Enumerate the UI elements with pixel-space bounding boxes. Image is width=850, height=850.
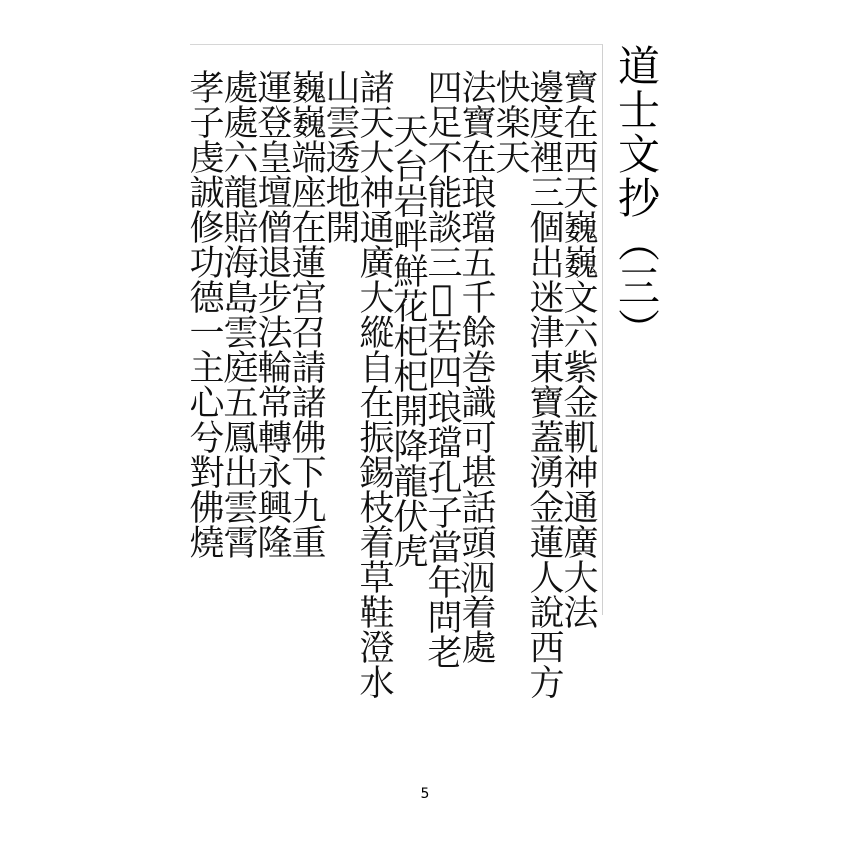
manuscript-column-7: 諸天大神通廣大縱自在振錫枝着草鞋澄水 xyxy=(354,69,394,699)
manuscript-column-12: 孝子虔誠修功德一主心兮對佛燒 xyxy=(184,69,224,559)
manuscript-column-3: 快楽天 xyxy=(490,69,530,174)
manuscript-column-8: 山雲透地開 xyxy=(320,69,360,244)
page-number: 5 xyxy=(420,786,430,802)
manuscript-column-9: 巍巍端座在蓮宫召請諸佛下九重 xyxy=(286,69,326,559)
manuscript-column-2: 邊度裡三個出迷津東寶蓋湧金蓮人說西方 xyxy=(524,69,564,699)
manuscript-column-5: 四足不能談三𣗥若四琅璫孔子當年問老 xyxy=(422,69,462,669)
manuscript-column-4: 法寶在琅璫五千餘巻識可堪話頭𣲶着處 xyxy=(456,69,496,664)
manuscript-scan xyxy=(184,44,603,699)
manuscript-column-11: 處處六龍賠海島雲庭五鳳出雲霄 xyxy=(218,69,258,559)
page-title: 道士文抄（三） xyxy=(612,44,661,352)
manuscript-column-6: 天台岩畔鮮花𣏌𣏌開降龍伏虎 xyxy=(388,113,428,568)
manuscript-column-1: 寶在西天巍巍文六紫金䡄神通廣大法 xyxy=(558,69,598,629)
manuscript-column-10: 運登皇壇僧退步法輪常轉永興隆 xyxy=(252,69,292,559)
